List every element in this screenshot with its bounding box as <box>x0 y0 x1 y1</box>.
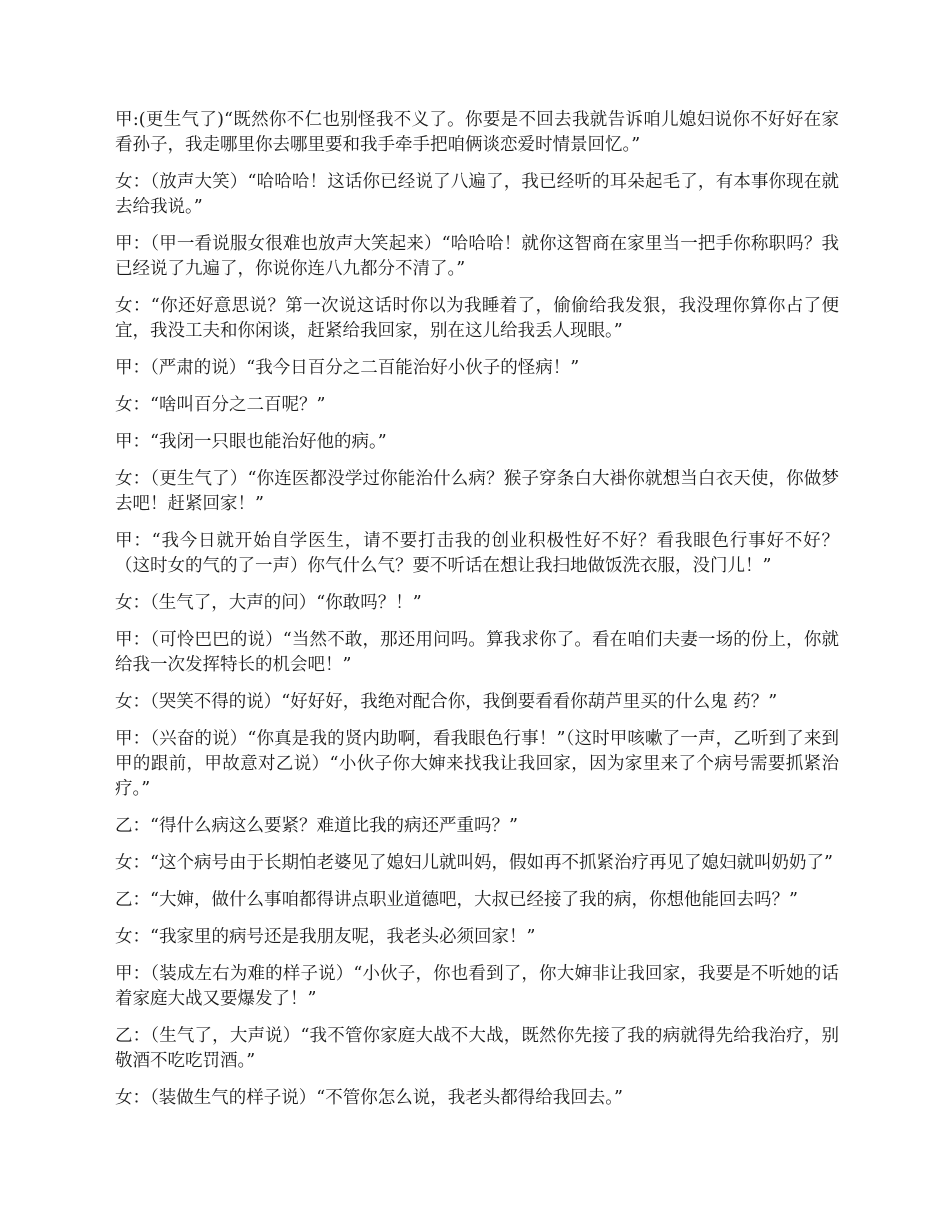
dialogue-paragraph: 女：（装做生气的样子说）“不管你怎么说，我老头都得给我回去。” <box>115 1088 623 1108</box>
dialogue-paragraph: 甲：（可怜巴巴的说）“当然不敢，那还用问吗。算我求你了。看在咱们夫妻一场的份上，你就给我一次发挥特长的机会吧！” <box>115 630 839 675</box>
dialogue-paragraph: 女：“啥叫百分之二百呢？” <box>115 395 326 415</box>
dialogue-paragraph: 乙：“大婶，做什么事咱都得讲点职业道德吧，大叔已经接了我的病，你想他能回去吗？” <box>115 890 798 910</box>
dialogue-paragraph: 甲：（严肃的说）“我今日百分之二百能治好小伙子的怪病！” <box>115 358 580 378</box>
dialogue-paragraph: 甲：“我闭一只眼也能治好他的病。” <box>115 432 387 452</box>
dialogue-paragraph: 女：“你还好意思说？第一次说这话时你以为我睡着了，偷偷给我发狠，我没理你算你占了便宜，我没工夫和你闲谈，赶紧给我回家，别在这儿给我丢人现眼。” <box>115 296 839 341</box>
dialogue-paragraph: 乙：（生气了，大声说）“我不管你家庭大战不大战，既然你先接了我的病就得先给我治疗，别敬酒不吃吃罚酒。” <box>115 1026 839 1071</box>
dialogue-paragraph: 女：“这个病号由于长期怕老婆见了媳妇儿就叫妈，假如再不抓紧治疗再见了媳妇就叫奶奶了” <box>115 853 833 873</box>
dialogue-paragraph: 女：（生气了，大声的问）“你敢吗？！” <box>115 593 422 613</box>
dialogue-paragraph: 女：（哭笑不得的说）“好好好，我绝对配合你，我倒要看看你葫芦里买的什么鬼 药？” <box>115 692 778 712</box>
dialogue-paragraph: 甲：（甲一看说服女很难也放声大笑起来）“哈哈哈！就你这智商在家里当一把手你称职吗？我已经说了九遍了，你说你连八九都分不清了。” <box>115 234 839 279</box>
dialogue-paragraph: 甲：“我今日就开始自学医生，请不要打击我的创业积极性好不好？看我眼色行事好不好？（这时女的气的了一声）你气什么气？要不听话在想让我扫地做饭洗衣服，没门儿！” <box>115 531 839 576</box>
document-page <box>115 108 839 1123</box>
dialogue-paragraph: 女：“我家里的病号还是我朋友呢，我老头必须回家！” <box>115 927 536 947</box>
dialogue-paragraph: 乙：“得什么病这么要紧？难道比我的病还严重吗？” <box>115 816 518 836</box>
dialogue-paragraph: 女：（更生气了）“你连医都没学过你能治什么病？猴子穿条白大褂你就想当白衣天使，你做梦去吧！赶紧回家！” <box>115 469 839 514</box>
dialogue-paragraph: 女：（放声大笑）“哈哈哈！这话你已经说了八遍了，我已经听的耳朵起毛了，有本事你现在就去给我说。” <box>115 172 839 217</box>
dialogue-paragraph: 甲：（装成左右为难的样子说）“小伙子，你也看到了，你大婶非让我回家，我要是不听她的话着家庭大战又要爆发了！” <box>115 964 839 1009</box>
dialogue-paragraph: 甲:(更生气了)“既然你不仁也别怪我不义了。你要是不回去我就告诉咱儿媳妇说你不好好在家看孙子，我走哪里你去哪里要和我手牵手把咱俩谈恋爱时情景回忆。” <box>115 110 839 155</box>
dialogue-paragraph: 甲：（兴奋的说）“你真是我的贤内助啊，看我眼色行事！”（这时甲咳嗽了一声，乙听到了来到甲的跟前，甲故意对乙说）“小伙子你大婶来找我让我回家，因为家里来了个病号需要抓紧治疗。” <box>115 729 839 799</box>
